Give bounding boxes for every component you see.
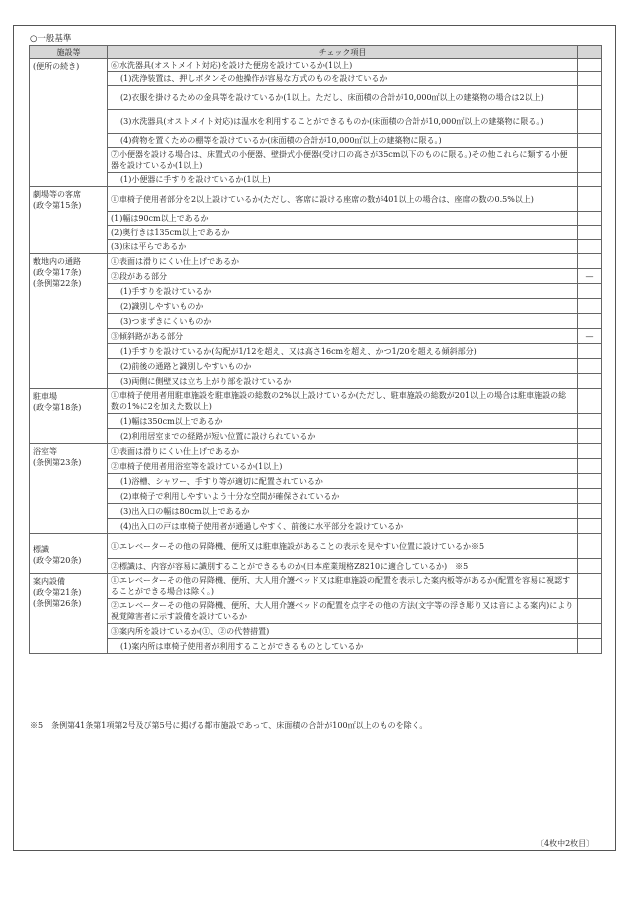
- mark-cell: [578, 72, 602, 86]
- page-number: 〔4枚中2枚目〕: [536, 839, 595, 848]
- mark-cell: [578, 459, 602, 474]
- facility-cell-parking: [30, 389, 108, 444]
- table-row: [30, 86, 602, 110]
- check-item: ③傾斜路がある部分: [108, 329, 578, 344]
- check-item: (2)車椅子で利用しやすいよう十分な空間が確保されているか: [108, 489, 578, 504]
- check-item: (1)手すりを設けているか(勾配が1/12を超え、又は高さ16cmを超え、かつ1/20を超える傾斜部分): [108, 344, 578, 359]
- table-row: [30, 599, 602, 624]
- facility-cell-bath: [30, 444, 108, 534]
- facility-law: (政令第21条): [33, 588, 82, 597]
- footnote: ※5 条例第41条第1項第2号及び第5号に掲げる都市施設であって、床面積の合計が100㎡以上のものを除く。: [30, 721, 428, 730]
- mark-cell: [578, 414, 602, 429]
- facility-law: (条例第23条): [33, 458, 82, 467]
- check-item: ②車椅子使用者用浴室等を設けているか(1以上): [108, 459, 578, 474]
- mark-cell: [578, 429, 602, 444]
- mark-cell: [578, 504, 602, 519]
- table-row: [30, 489, 602, 504]
- table-row: [30, 639, 602, 654]
- mark-cell: [578, 148, 602, 173]
- check-item: (1)幅は350cm以上であるか: [108, 414, 578, 429]
- table-row: [30, 429, 602, 444]
- table-row: [30, 359, 602, 374]
- check-item: ⑦小便器を設ける場合は、床置式の小便器、壁掛式小便器(受け口の高さが35cm以下のものに限る。)その他これらに類する小便器を設けているか(1以上): [108, 148, 578, 173]
- table-row: [30, 519, 602, 534]
- check-item: (2)前後の通路と識別しやすいものか: [108, 359, 578, 374]
- mark-cell: [578, 559, 602, 574]
- check-item: (1)小便器に手すりを設けているか(1以上): [108, 173, 578, 187]
- mark-cell: [578, 86, 602, 110]
- check-item: ②標識は、内容が容易に識別することができるものか(日本産業規格Z8210に適合しているか) ※5: [108, 559, 578, 574]
- table-row: [30, 110, 602, 134]
- table-row: [30, 254, 602, 269]
- check-item: (2)利用居室までの経路が短い位置に設けられているか: [108, 429, 578, 444]
- check-item: (1)洗浄装置は、押しボタンその他操作が容易な方式のものを設けているか: [108, 72, 578, 86]
- check-item: ①車椅子使用者部分を2以上設けているか(ただし、客席に設ける座席の数が401以上の場合は、座席の数の0.5%以上): [108, 187, 578, 212]
- table-row: [30, 504, 602, 519]
- check-item: ⑥水洗器具(オストメイト対応)を設けた便房を設けているか(1以上): [108, 59, 578, 72]
- mark-cell: [578, 284, 602, 299]
- section-heading: ○一般基準: [30, 34, 72, 44]
- table-row: [30, 414, 602, 429]
- dash-mark: —: [578, 269, 602, 284]
- facility-law: (政令第20条): [33, 555, 82, 565]
- facility-law: (条例第26条): [33, 599, 82, 608]
- table-row: [30, 72, 602, 86]
- check-item: ③案内所を設けているか(①、②の代替措置): [108, 624, 578, 639]
- mark-cell: [578, 374, 602, 389]
- facility-cell-guide: [30, 574, 108, 654]
- table-row: [30, 59, 602, 72]
- mark-column-header: [578, 46, 602, 59]
- facility-cell-sign: [30, 534, 108, 574]
- facility-label: 浴室等: [33, 447, 57, 456]
- check-item: (4)出入口の戸は車椅子使用者が通過しやすく、前後に水平部分を設けているか: [108, 519, 578, 534]
- mark-cell: [578, 134, 602, 148]
- check-item: (3)水洗器具(オストメイト対応)は温水を利用することができるものか(床面積の合計が10,000㎡以上の建築物に限る。): [108, 110, 578, 134]
- table-row: [30, 212, 602, 226]
- mark-cell: [578, 226, 602, 240]
- facility-label: 標識: [33, 544, 49, 554]
- table-row: [30, 269, 602, 284]
- mark-cell: [578, 519, 602, 534]
- check-item: ①車椅子使用者用駐車施設を駐車施設の総数の2%以上設けているか(ただし、駐車施設の総数が201以上の場合は駐車施設の総数の1%に2を加えた数以上): [108, 389, 578, 414]
- table-row: [30, 134, 602, 148]
- mark-cell: [578, 110, 602, 134]
- check-item: (1)案内所は車椅子使用者が利用することができるものとしているか: [108, 639, 578, 654]
- mark-cell: [578, 359, 602, 374]
- table-row: [30, 148, 602, 173]
- facility-law: (政令第15条): [33, 201, 82, 210]
- mark-cell: [578, 389, 602, 414]
- table-row: [30, 624, 602, 639]
- table-row: [30, 284, 602, 299]
- check-item: (2)識別しやすいものか: [108, 299, 578, 314]
- facility-label: (便所の続き): [33, 62, 80, 71]
- mark-cell: [578, 344, 602, 359]
- check-item: (2)衣服を掛けるための金具等を設けているか(1以上。ただし、床面積の合計が10,000㎡以上の建築物の場合は2以上): [108, 86, 578, 110]
- check-item: (2)奥行きは135cm以上であるか: [108, 226, 578, 240]
- table-row: [30, 226, 602, 240]
- check-item: (3)床は平らであるか: [108, 240, 578, 254]
- mark-cell: [578, 212, 602, 226]
- mark-cell: [578, 574, 602, 599]
- mark-cell: [578, 534, 602, 559]
- facility-cell-toilet: [30, 59, 108, 187]
- mark-cell: [578, 59, 602, 72]
- facility-cell-path: [30, 254, 108, 389]
- table-row: [30, 187, 602, 212]
- facility-label: 案内設備: [33, 577, 65, 586]
- check-column-header: チェック項目: [108, 46, 578, 59]
- table-header: [30, 46, 602, 59]
- table-row: [30, 240, 602, 254]
- mark-cell: [578, 187, 602, 212]
- mark-cell: [578, 599, 602, 624]
- facility-column-header: 施設等: [30, 46, 108, 59]
- check-item: (1)浴槽、シャワー、手すり等が適切に配置されているか: [108, 474, 578, 489]
- table-row: [30, 389, 602, 414]
- table-row: [30, 329, 602, 344]
- facility-law: (条例第22条): [33, 279, 82, 288]
- table-row: [30, 299, 602, 314]
- table-row: [30, 173, 602, 187]
- facility-cell-theater: [30, 187, 108, 254]
- mark-cell: [578, 314, 602, 329]
- mark-cell: [578, 444, 602, 459]
- table-row: [30, 474, 602, 489]
- table-row: [30, 559, 602, 574]
- table-row: [30, 459, 602, 474]
- mark-cell: [578, 240, 602, 254]
- mark-cell: [578, 474, 602, 489]
- check-item: ①表面は滑りにくい仕上げであるか: [108, 254, 578, 269]
- check-item: (3)出入口の幅は80cm以上であるか: [108, 504, 578, 519]
- check-item: (4)荷物を置くための棚等を設けているか(床面積の合計が10,000㎡以上の建築物に限る。): [108, 134, 578, 148]
- mark-cell: [578, 639, 602, 654]
- mark-cell: [578, 299, 602, 314]
- facility-label: 駐車場: [33, 392, 57, 401]
- facility-label: 劇場等の客席: [33, 190, 81, 199]
- table-row: [30, 344, 602, 359]
- facility-label: 敷地内の通路: [33, 257, 81, 266]
- check-item: ①エレベーターその他の昇降機、便所、大人用介護ベッド又は駐車施設の配置を表示した案内板等があるか(配置を容易に視認することができる場合は除く。): [108, 574, 578, 599]
- table-row: [30, 574, 602, 599]
- mark-cell: [578, 173, 602, 187]
- facility-law: (政令第18条): [33, 403, 82, 412]
- facility-law: (政令第17条): [33, 268, 82, 277]
- check-item: (3)つまずきにくいものか: [108, 314, 578, 329]
- check-item: ②エレベーターその他の昇降機、便所、大人用介護ベッドの配置を点字その他の方法(文字等の浮き彫り又は音による案内)により視覚障害者に示す設備を設けているか: [108, 599, 578, 624]
- check-item: (1)手すりを設けているか: [108, 284, 578, 299]
- check-item: (3)両側に側壁又は立ち上がり部を設けているか: [108, 374, 578, 389]
- table-row: [30, 444, 602, 459]
- table-row: [30, 314, 602, 329]
- table-row: [30, 374, 602, 389]
- check-item: ①エレベーターその他の昇降機、便所又は駐車施設があることの表示を見やすい位置に設けているか※5: [108, 534, 578, 559]
- mark-cell: [578, 624, 602, 639]
- mark-cell: [578, 489, 602, 504]
- checklist-table: [29, 45, 602, 654]
- check-item: ②段がある部分: [108, 269, 578, 284]
- check-item: ①表面は滑りにくい仕上げであるか: [108, 444, 578, 459]
- dash-mark: —: [578, 329, 602, 344]
- check-item: (1)幅は90cm以上であるか: [108, 212, 578, 226]
- mark-cell: [578, 254, 602, 269]
- table-row: [30, 534, 602, 559]
